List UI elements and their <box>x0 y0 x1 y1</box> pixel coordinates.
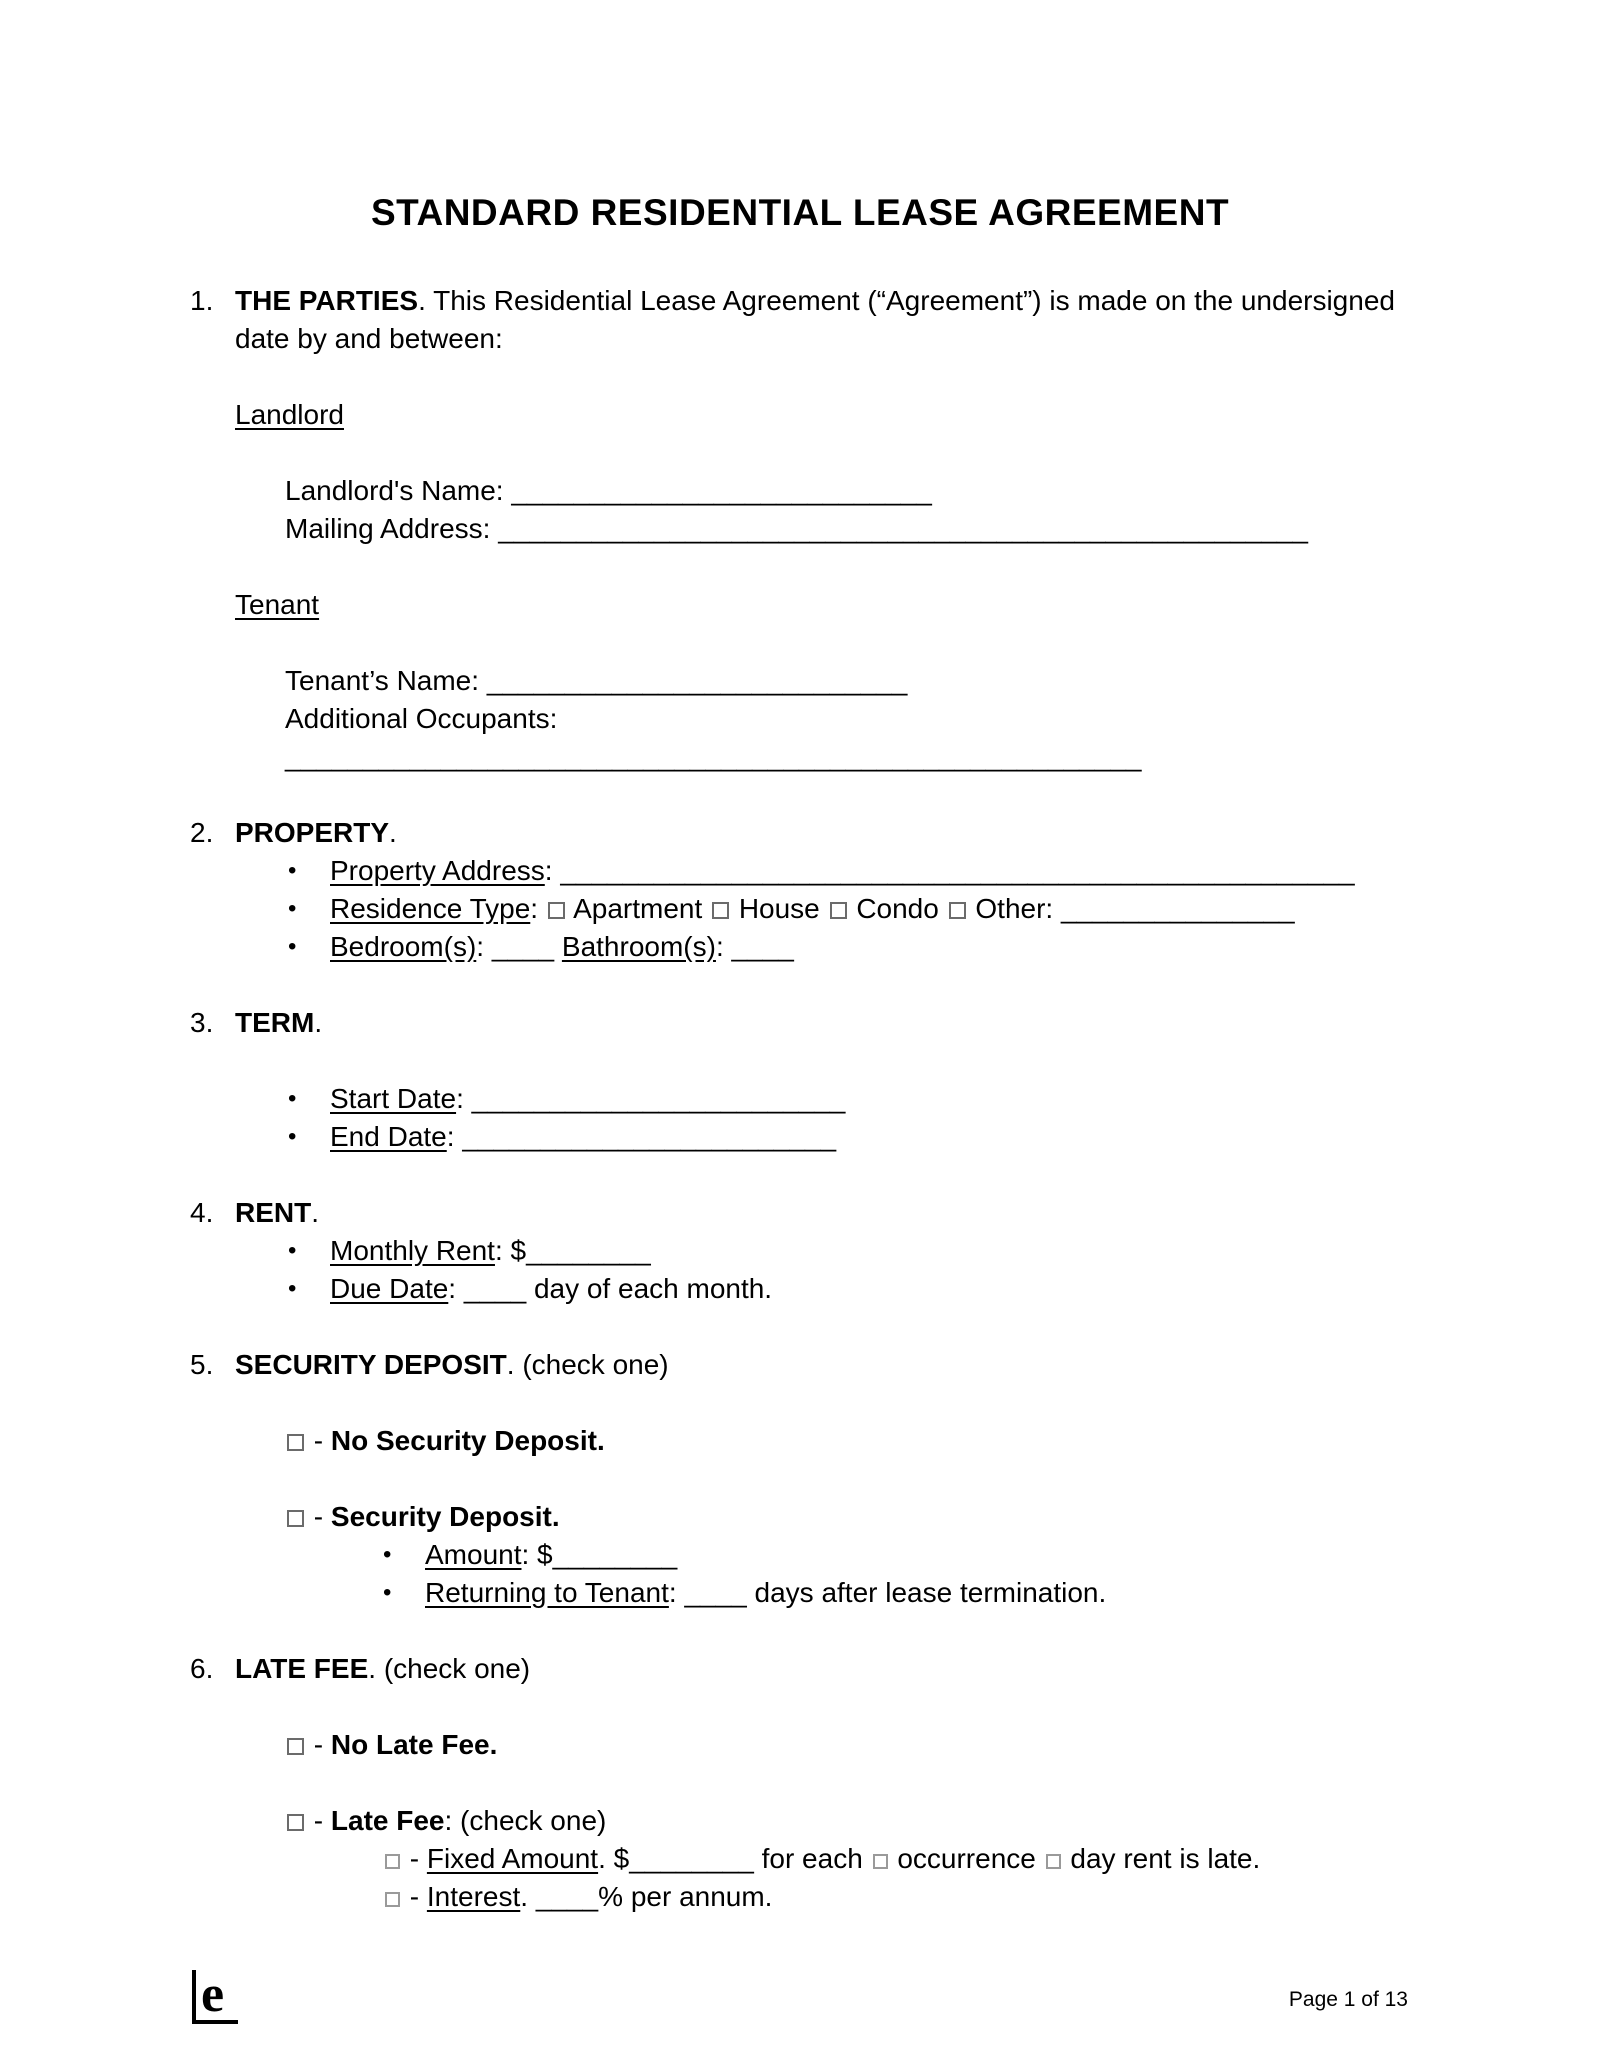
security-deposit-row <box>190 1498 1410 1536</box>
colon: : <box>530 893 539 924</box>
dash: - <box>313 1425 324 1456</box>
start-date-body <box>330 1080 1410 1118</box>
period: . <box>520 1881 529 1912</box>
colon: : <box>456 1083 464 1114</box>
fixed-amount-blank[interactable]: ________ <box>629 1843 754 1874</box>
checkbox-fixed-amount[interactable] <box>385 1854 400 1869</box>
returning-suffix: days after lease termination. <box>754 1577 1107 1608</box>
bathrooms-label: Bathroom(s) <box>561 931 716 962</box>
tenant-subheading-row <box>190 586 1410 624</box>
no-late-fee-label: No Late Fee. <box>330 1729 498 1760</box>
section-late-fee-heading: LATE FEE <box>235 1653 369 1684</box>
interest-row <box>190 1878 1410 1916</box>
section-property <box>190 814 1410 852</box>
late-fee-note: : (check one) <box>444 1805 607 1836</box>
section-late-fee-body <box>235 1650 1410 1688</box>
dash: - <box>313 1501 324 1532</box>
monthly-rent-blank[interactable]: ________ <box>526 1235 651 1266</box>
landlord-name-blank[interactable]: ___________________________ <box>511 475 932 506</box>
section-security-deposit-note: . (check one) <box>506 1349 669 1380</box>
bullet-icon: • <box>383 1579 392 1606</box>
no-late-fee-row <box>190 1726 1410 1764</box>
section-property-body <box>235 814 1410 852</box>
colon: : <box>715 931 724 962</box>
property-address-body <box>330 852 1410 890</box>
section-property-period: . <box>389 817 397 848</box>
bullet-icon: • <box>288 857 297 884</box>
colon: : <box>668 1577 677 1608</box>
monthly-rent-label: Monthly Rent <box>330 1235 495 1266</box>
no-security-deposit-label: No Security Deposit. <box>330 1425 605 1456</box>
interest-blank[interactable]: ____ <box>535 1881 599 1912</box>
section-rent <box>190 1194 1410 1232</box>
end-date-row <box>190 1118 1410 1156</box>
section-term-number: 3. <box>190 1007 214 1038</box>
tenant-name-row <box>190 662 1410 700</box>
checkbox-no-late-fee[interactable] <box>287 1738 304 1755</box>
eforms-logo-icon <box>192 1966 238 2024</box>
section-term <box>190 1004 1410 1042</box>
due-date-label: Due Date <box>330 1273 449 1304</box>
residence-type-label: Residence Type <box>330 893 531 924</box>
section-late-fee <box>190 1650 1410 1688</box>
checkbox-day-rent-late[interactable] <box>1046 1854 1061 1869</box>
section-term-period: . <box>314 1007 323 1038</box>
dash: - <box>313 1805 324 1836</box>
period-dollar: . $ <box>598 1843 630 1874</box>
bullet-icon: • <box>288 1275 297 1302</box>
mailing-address-blank[interactable]: ____________________________________________________ <box>498 513 1308 544</box>
deposit-amount-body <box>425 1536 1410 1574</box>
bedrooms-bathrooms-row <box>190 928 1410 966</box>
colon: : <box>446 1121 455 1152</box>
section-late-fee-note: . (check one) <box>368 1653 531 1684</box>
additional-occupants-blank[interactable]: _______________________________________________________ <box>285 741 1142 772</box>
returning-to-tenant-label: Returning to Tenant <box>425 1577 669 1608</box>
start-date-row <box>190 1080 1410 1118</box>
deposit-amount-label: Amount <box>425 1539 522 1570</box>
additional-occupants-label: Additional Occupants: <box>285 703 558 734</box>
checkbox-interest[interactable] <box>385 1892 400 1907</box>
eforms-logo-letter: e <box>201 1966 225 2023</box>
tenant-name-label: Tenant’s Name: <box>285 665 480 696</box>
condo-label: Condo <box>856 893 939 924</box>
bullet-icon: • <box>288 895 297 922</box>
checkbox-condo[interactable] <box>830 902 847 919</box>
landlord-name-row <box>190 472 1410 510</box>
section-security-deposit-body <box>235 1346 1410 1384</box>
section-term-heading: TERM <box>235 1007 315 1038</box>
checkbox-other[interactable] <box>949 902 966 919</box>
occurrence-label: occurrence <box>897 1843 1036 1874</box>
section-parties-heading: THE PARTIES <box>235 285 419 316</box>
checkbox-apartment[interactable] <box>548 902 565 919</box>
landlord-subheading: Landlord <box>235 399 344 430</box>
start-date-label: Start Date <box>330 1083 457 1114</box>
deposit-amount-blank[interactable]: ________ <box>552 1539 678 1570</box>
residence-type-row <box>190 890 1410 928</box>
other-label: Other: <box>975 893 1054 924</box>
checkbox-no-security-deposit[interactable] <box>287 1434 304 1451</box>
bedrooms-label: Bedroom(s) <box>330 931 477 962</box>
section-security-deposit-heading: SECURITY DEPOSIT <box>235 1349 507 1380</box>
other-blank[interactable]: _______________ <box>1060 893 1295 924</box>
bullet-icon: • <box>288 1237 297 1264</box>
property-address-label: Property Address <box>330 855 545 886</box>
section-term-body <box>235 1004 1410 1042</box>
landlord-subheading-row <box>190 396 1410 434</box>
section-security-deposit-number: 5. <box>190 1349 214 1380</box>
section-rent-heading: RENT <box>235 1197 312 1228</box>
page-number-label: Page 1 of 13 <box>1288 1988 1408 2011</box>
checkbox-late-fee[interactable] <box>287 1814 304 1831</box>
bathrooms-blank[interactable]: ____ <box>731 931 794 962</box>
document-title: STANDARD RESIDENTIAL LEASE AGREEMENT <box>370 192 1230 233</box>
due-date-suffix: day of each month. <box>533 1273 773 1304</box>
landlord-name-label: Landlord's Name: <box>285 475 504 506</box>
due-date-blank[interactable]: ____ <box>463 1273 527 1304</box>
end-date-blank[interactable]: ________________________ <box>462 1121 837 1152</box>
due-date-body <box>330 1270 1410 1308</box>
day-rent-late-label: day rent is late. <box>1070 1843 1261 1874</box>
house-label: House <box>738 893 820 924</box>
section-property-number: 2. <box>190 817 214 848</box>
late-fee-row <box>190 1802 1410 1840</box>
bullet-icon: • <box>288 1123 297 1150</box>
monthly-rent-body <box>330 1232 1410 1270</box>
interest-label: Interest <box>426 1881 521 1912</box>
due-date-row <box>190 1270 1410 1308</box>
start-date-blank[interactable]: ________________________ <box>471 1083 846 1114</box>
section-rent-number: 4. <box>190 1197 214 1228</box>
bedrooms-blank[interactable]: ____ <box>491 931 555 962</box>
colon-dollar: : $ <box>521 1539 553 1570</box>
bullet-icon: • <box>288 1085 297 1112</box>
property-address-blank[interactable]: ___________________________________________________ <box>560 855 1355 886</box>
bullet-icon: • <box>288 933 297 960</box>
additional-occupants-row <box>190 700 1410 776</box>
late-fee-label: Late Fee <box>330 1805 445 1836</box>
colon: : <box>476 931 485 962</box>
checkbox-occurrence[interactable] <box>873 1854 888 1869</box>
fixed-amount-label: Fixed Amount <box>426 1843 599 1874</box>
for-each-label: for each <box>761 1843 863 1874</box>
dash: - <box>313 1729 324 1760</box>
section-parties-number: 1. <box>190 285 214 316</box>
no-security-deposit-row <box>190 1422 1410 1460</box>
security-deposit-label: Security Deposit. <box>330 1501 560 1532</box>
section-parties <box>190 282 1410 358</box>
mailing-address-label: Mailing Address: <box>285 513 491 544</box>
section-rent-body <box>235 1194 1410 1232</box>
returning-days-blank[interactable]: ____ <box>684 1577 747 1608</box>
colon-dollar: : $ <box>494 1235 527 1266</box>
bedrooms-bathrooms-body <box>330 928 1410 966</box>
returning-to-tenant-row <box>190 1574 1410 1612</box>
tenant-subheading: Tenant <box>235 589 320 620</box>
deposit-amount-row <box>190 1536 1410 1574</box>
monthly-rent-row <box>190 1232 1410 1270</box>
end-date-label: End Date <box>330 1121 447 1152</box>
section-parties-intro: . This Residential Lease Agreement (“Agreement”) is made on the undersigned date by and between: <box>235 285 1395 354</box>
returning-to-tenant-body <box>425 1574 1410 1612</box>
section-parties-body <box>235 282 1410 358</box>
section-rent-period: . <box>311 1197 320 1228</box>
checkbox-security-deposit[interactable] <box>287 1510 304 1527</box>
colon: : <box>448 1273 457 1304</box>
property-address-row <box>190 852 1410 890</box>
section-late-fee-number: 6. <box>190 1653 214 1684</box>
fixed-amount-row <box>190 1840 1410 1878</box>
end-date-body <box>330 1118 1410 1156</box>
colon: : <box>544 855 553 886</box>
interest-suffix: % per annum. <box>598 1881 773 1912</box>
mailing-address-row <box>190 510 1410 548</box>
dash: - <box>409 1881 420 1912</box>
dash: - <box>409 1843 420 1874</box>
section-security-deposit <box>190 1346 1410 1384</box>
apartment-label: Apartment <box>573 893 703 924</box>
checkbox-house[interactable] <box>712 902 729 919</box>
tenant-name-blank[interactable]: ___________________________ <box>486 665 908 696</box>
section-property-heading: PROPERTY <box>235 817 390 848</box>
bullet-icon: • <box>383 1541 392 1568</box>
residence-type-body <box>330 890 1410 928</box>
